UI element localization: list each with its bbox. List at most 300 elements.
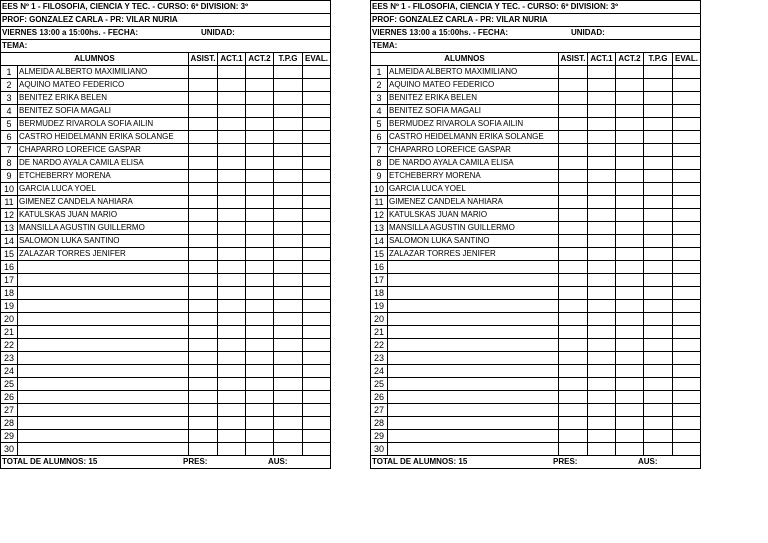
cell-tpg	[274, 157, 303, 170]
cell-act1	[588, 248, 616, 261]
table-row	[1, 391, 331, 404]
cell-tpg	[644, 131, 673, 144]
cell-act1	[218, 222, 246, 235]
col-header-alumnos: ALUMNOS	[1, 53, 189, 66]
cell-act2	[616, 261, 644, 274]
student-name	[388, 300, 559, 313]
row-number: 7	[371, 144, 388, 157]
row-number: 11	[371, 196, 388, 209]
cell-act2	[616, 326, 644, 339]
cell-eval	[673, 79, 701, 92]
cell-asist	[189, 92, 218, 105]
cell-asist	[559, 261, 588, 274]
cell-asist	[559, 66, 588, 79]
cell-act1	[588, 430, 616, 443]
student-name	[18, 430, 189, 443]
cell-eval	[303, 352, 331, 365]
cell-act2	[616, 209, 644, 222]
unidad-label: UNIDAD:	[571, 28, 605, 37]
cell-tpg	[274, 209, 303, 222]
student-name	[388, 417, 559, 430]
cell-act2	[246, 248, 274, 261]
cell-eval	[673, 144, 701, 157]
student-name	[388, 274, 559, 287]
cell-act2	[246, 222, 274, 235]
cell-asist	[189, 105, 218, 118]
cell-asist	[559, 92, 588, 105]
cell-eval	[673, 378, 701, 391]
cell-act2	[616, 79, 644, 92]
cell-act1	[218, 157, 246, 170]
totals-cell	[1, 456, 331, 469]
cell-asist	[559, 144, 588, 157]
row-number: 10	[1, 183, 18, 196]
cell-asist	[559, 222, 588, 235]
cell-act1	[588, 326, 616, 339]
table-row	[371, 209, 701, 222]
student-name: ZALAZAR TORRES JENIFER	[18, 248, 189, 261]
cell-act1	[218, 209, 246, 222]
student-name: AQUINO MATEO FEDERICO	[388, 79, 559, 92]
cell-act1	[588, 300, 616, 313]
table-row	[1, 105, 331, 118]
cell-eval	[303, 170, 331, 183]
cell-act2	[616, 66, 644, 79]
cell-act2	[246, 287, 274, 300]
tema-label: TEMA:	[371, 40, 701, 53]
cell-act2	[616, 443, 644, 456]
table-row	[1, 430, 331, 443]
cell-tpg	[644, 222, 673, 235]
cell-asist	[559, 300, 588, 313]
cell-eval	[673, 313, 701, 326]
row-number: 19	[1, 300, 18, 313]
row-number: 4	[1, 105, 18, 118]
col-header-eval: EVAL.	[673, 53, 701, 66]
cell-asist	[189, 417, 218, 430]
cell-act2	[246, 443, 274, 456]
cell-tpg	[644, 196, 673, 209]
cell-eval	[303, 92, 331, 105]
cell-tpg	[644, 378, 673, 391]
cell-eval	[303, 404, 331, 417]
table-row	[1, 326, 331, 339]
table-row	[1, 92, 331, 105]
cell-asist	[559, 131, 588, 144]
cell-tpg	[274, 235, 303, 248]
cell-act1	[588, 157, 616, 170]
cell-asist	[189, 430, 218, 443]
table-row	[1, 417, 331, 430]
cell-tpg	[644, 261, 673, 274]
cell-eval	[673, 118, 701, 131]
row-number: 30	[371, 443, 388, 456]
cell-eval	[673, 235, 701, 248]
cell-act1	[218, 66, 246, 79]
student-name	[18, 339, 189, 352]
cell-act2	[616, 248, 644, 261]
cell-act1	[218, 313, 246, 326]
cell-act2	[616, 118, 644, 131]
table-row	[371, 326, 701, 339]
student-name: CASTRO HEIDELMANN ERIKA SOLANGE	[18, 131, 189, 144]
student-name	[388, 261, 559, 274]
student-name: AQUINO MATEO FEDERICO	[18, 79, 189, 92]
student-name	[388, 378, 559, 391]
cell-tpg	[274, 131, 303, 144]
cell-act1	[218, 443, 246, 456]
col-header-tpg: T.P.G	[274, 53, 303, 66]
cell-asist	[189, 365, 218, 378]
table-row	[1, 365, 331, 378]
row-number: 6	[1, 131, 18, 144]
cell-act2	[616, 196, 644, 209]
table-row	[371, 196, 701, 209]
cell-asist	[559, 404, 588, 417]
row-number: 5	[371, 118, 388, 131]
cell-act2	[616, 365, 644, 378]
table-row	[1, 378, 331, 391]
table-row	[1, 170, 331, 183]
cell-eval	[673, 404, 701, 417]
cell-eval	[303, 235, 331, 248]
total-alumnos-label: TOTAL DE ALUMNOS: 15	[2, 457, 98, 466]
cell-eval	[303, 313, 331, 326]
row-number: 13	[371, 222, 388, 235]
cell-tpg	[644, 144, 673, 157]
table-row	[371, 248, 701, 261]
cell-tpg	[274, 79, 303, 92]
table-row	[1, 443, 331, 456]
cell-act1	[588, 105, 616, 118]
cell-tpg	[274, 222, 303, 235]
row-number: 29	[371, 430, 388, 443]
cell-asist	[559, 313, 588, 326]
cell-asist	[559, 183, 588, 196]
cell-asist	[189, 222, 218, 235]
cell-tpg	[644, 170, 673, 183]
cell-asist	[189, 209, 218, 222]
row-number: 13	[1, 222, 18, 235]
cell-eval	[303, 144, 331, 157]
cell-eval	[673, 300, 701, 313]
cell-tpg	[274, 287, 303, 300]
cell-act2	[616, 339, 644, 352]
table-row	[1, 313, 331, 326]
student-name: GARCIA LUCA YOEL	[388, 183, 559, 196]
table-row	[1, 66, 331, 79]
cell-tpg	[644, 313, 673, 326]
attendance-sheet-right	[370, 0, 700, 469]
student-name: ALMEIDA ALBERTO MAXIMILIANO	[18, 66, 189, 79]
cell-act2	[616, 417, 644, 430]
cell-act1	[588, 66, 616, 79]
cell-tpg	[644, 365, 673, 378]
teacher-header: PROF: GONZALEZ CARLA - PR: VILAR NURIA	[1, 14, 331, 27]
schedule-date-label: VIERNES 13:00 a 15:00hs. - FECHA:	[372, 28, 509, 37]
student-name: ETCHEBERRY MORENA	[388, 170, 559, 183]
cell-act1	[218, 105, 246, 118]
cell-act2	[616, 92, 644, 105]
cell-eval	[303, 183, 331, 196]
student-name: KATULSKAS JUAN MARIO	[388, 209, 559, 222]
cell-asist	[559, 79, 588, 92]
cell-act1	[218, 378, 246, 391]
cell-act2	[616, 183, 644, 196]
row-number: 18	[371, 287, 388, 300]
table-row	[371, 378, 701, 391]
student-name	[388, 326, 559, 339]
student-name: ZALAZAR TORRES JENIFER	[388, 248, 559, 261]
cell-act1	[218, 326, 246, 339]
cell-eval	[673, 222, 701, 235]
attendance-table	[370, 0, 701, 469]
cell-tpg	[274, 326, 303, 339]
cell-act1	[588, 365, 616, 378]
cell-tpg	[274, 378, 303, 391]
cell-asist	[559, 248, 588, 261]
cell-act1	[218, 131, 246, 144]
table-row	[371, 118, 701, 131]
cell-act2	[246, 365, 274, 378]
cell-act1	[218, 391, 246, 404]
table-row	[371, 144, 701, 157]
row-number: 23	[371, 352, 388, 365]
student-name: MANSILLA AGUSTIN GUILLERMO	[18, 222, 189, 235]
cell-eval	[673, 196, 701, 209]
cell-tpg	[274, 300, 303, 313]
student-name: GARCIA LUCA YOEL	[18, 183, 189, 196]
cell-eval	[673, 326, 701, 339]
cell-eval	[303, 430, 331, 443]
aus-label: AUS:	[638, 457, 658, 466]
student-name	[18, 300, 189, 313]
cell-act2	[616, 170, 644, 183]
cell-eval	[673, 157, 701, 170]
cell-eval	[673, 365, 701, 378]
cell-act1	[588, 170, 616, 183]
table-row	[371, 157, 701, 170]
cell-eval	[673, 339, 701, 352]
row-number: 22	[1, 339, 18, 352]
cell-act1	[218, 248, 246, 261]
row-number: 15	[371, 248, 388, 261]
student-name	[388, 391, 559, 404]
row-number: 20	[1, 313, 18, 326]
table-row	[371, 235, 701, 248]
cell-tpg	[274, 105, 303, 118]
table-row	[1, 144, 331, 157]
row-number: 21	[1, 326, 18, 339]
row-number: 3	[371, 92, 388, 105]
cell-asist	[189, 196, 218, 209]
table-row	[371, 300, 701, 313]
cell-act2	[616, 131, 644, 144]
table-row	[371, 352, 701, 365]
cell-act2	[246, 170, 274, 183]
cell-act1	[588, 261, 616, 274]
cell-tpg	[274, 404, 303, 417]
pres-label: PRES:	[183, 457, 208, 466]
table-row	[371, 391, 701, 404]
row-number: 21	[371, 326, 388, 339]
cell-tpg	[644, 404, 673, 417]
row-number: 25	[371, 378, 388, 391]
student-name	[18, 378, 189, 391]
col-header-act2: ACT.2	[616, 53, 644, 66]
table-row	[371, 222, 701, 235]
cell-asist	[559, 352, 588, 365]
cell-eval	[303, 391, 331, 404]
cell-act1	[588, 92, 616, 105]
cell-act2	[246, 183, 274, 196]
student-name: CASTRO HEIDELMANN ERIKA SOLANGE	[388, 131, 559, 144]
cell-act1	[218, 144, 246, 157]
cell-act1	[218, 261, 246, 274]
teacher-header: PROF: GONZALEZ CARLA - PR: VILAR NURIA	[371, 14, 701, 27]
cell-tpg	[644, 183, 673, 196]
row-number: 3	[1, 92, 18, 105]
cell-eval	[303, 417, 331, 430]
table-row	[371, 66, 701, 79]
student-name	[18, 365, 189, 378]
cell-act2	[246, 92, 274, 105]
table-row	[371, 79, 701, 92]
cell-act2	[616, 144, 644, 157]
cell-asist	[189, 144, 218, 157]
table-row	[1, 300, 331, 313]
student-name: BENITEZ SOFIA MAGALI	[18, 105, 189, 118]
cell-act1	[588, 443, 616, 456]
cell-eval	[303, 196, 331, 209]
student-name: GIMENEZ CANDELA NAHIARA	[388, 196, 559, 209]
cell-act2	[616, 313, 644, 326]
cell-asist	[559, 365, 588, 378]
row-number: 8	[1, 157, 18, 170]
cell-asist	[559, 157, 588, 170]
cell-eval	[673, 209, 701, 222]
row-number: 1	[1, 66, 18, 79]
cell-act1	[218, 274, 246, 287]
cell-eval	[673, 183, 701, 196]
cell-act2	[246, 391, 274, 404]
student-name	[18, 313, 189, 326]
cell-eval	[303, 300, 331, 313]
totals-row	[371, 456, 701, 469]
cell-act2	[246, 235, 274, 248]
table-row	[1, 79, 331, 92]
table-row	[371, 170, 701, 183]
cell-tpg	[274, 118, 303, 131]
cell-eval	[673, 430, 701, 443]
cell-act1	[588, 339, 616, 352]
cell-asist	[189, 443, 218, 456]
cell-tpg	[274, 443, 303, 456]
student-name: DE NARDO AYALA CAMILA ELISA	[388, 157, 559, 170]
cell-asist	[189, 248, 218, 261]
table-row	[1, 248, 331, 261]
student-name	[388, 443, 559, 456]
cell-tpg	[644, 339, 673, 352]
cell-act1	[588, 118, 616, 131]
cell-act1	[588, 404, 616, 417]
cell-eval	[673, 131, 701, 144]
row-number: 17	[371, 274, 388, 287]
table-row	[1, 352, 331, 365]
cell-eval	[303, 105, 331, 118]
cell-eval	[673, 443, 701, 456]
cell-eval	[303, 222, 331, 235]
cell-eval	[303, 66, 331, 79]
cell-asist	[189, 235, 218, 248]
cell-asist	[189, 378, 218, 391]
cell-asist	[559, 118, 588, 131]
cell-tpg	[644, 326, 673, 339]
table-row	[1, 131, 331, 144]
school-course-header: EES Nº 1 - FILOSOFIA, CIENCIA Y TEC. - CURSO: 6º DIVISION: 3º	[371, 1, 701, 14]
cell-asist	[559, 391, 588, 404]
cell-tpg	[274, 274, 303, 287]
cell-asist	[559, 170, 588, 183]
student-name	[18, 326, 189, 339]
cell-tpg	[644, 105, 673, 118]
cell-asist	[559, 235, 588, 248]
cell-act2	[246, 261, 274, 274]
student-name	[388, 430, 559, 443]
row-number: 29	[1, 430, 18, 443]
cell-tpg	[644, 287, 673, 300]
col-header-asist: ASIST.	[559, 53, 588, 66]
row-number: 25	[1, 378, 18, 391]
row-number: 17	[1, 274, 18, 287]
cell-tpg	[274, 170, 303, 183]
row-number: 26	[371, 391, 388, 404]
cell-tpg	[644, 430, 673, 443]
student-name	[18, 261, 189, 274]
table-row	[1, 274, 331, 287]
cell-act1	[588, 378, 616, 391]
cell-asist	[559, 326, 588, 339]
table-row	[371, 92, 701, 105]
student-name	[388, 352, 559, 365]
cell-act2	[246, 105, 274, 118]
student-name: CHAPARRO LOREFICE GASPAR	[388, 144, 559, 157]
cell-act2	[616, 287, 644, 300]
cell-tpg	[274, 352, 303, 365]
row-number: 26	[1, 391, 18, 404]
cell-act1	[588, 144, 616, 157]
cell-tpg	[274, 430, 303, 443]
cell-act2	[616, 274, 644, 287]
row-number: 7	[1, 144, 18, 157]
cell-tpg	[274, 261, 303, 274]
cell-tpg	[644, 300, 673, 313]
cell-act1	[218, 430, 246, 443]
cell-asist	[559, 287, 588, 300]
cell-asist	[559, 417, 588, 430]
cell-act1	[218, 79, 246, 92]
cell-act1	[218, 235, 246, 248]
cell-tpg	[644, 235, 673, 248]
row-number: 19	[371, 300, 388, 313]
cell-eval	[303, 365, 331, 378]
cell-act1	[218, 365, 246, 378]
cell-act1	[218, 183, 246, 196]
row-number: 14	[1, 235, 18, 248]
row-number: 11	[1, 196, 18, 209]
cell-tpg	[274, 391, 303, 404]
row-number: 16	[371, 261, 388, 274]
